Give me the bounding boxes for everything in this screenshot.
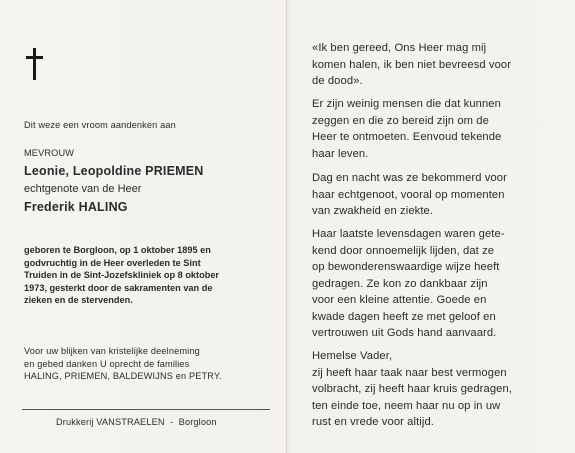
paragraph-line: Er zijn weinig mensen die dat kunnen <box>312 98 501 110</box>
spouse-name: Frederik HALING <box>24 200 128 214</box>
thanks-line: en gebed danken U oprecht de families <box>24 358 190 369</box>
paragraph-line: volbracht, zij heeft haar kruis gedragen, <box>312 383 512 395</box>
thanks-line: HALING, PRIEMEN, BALDEWIJNS en PETRY. <box>24 371 222 382</box>
paragraph-line: haar echtgenoot, vooral op momenten <box>312 188 505 201</box>
bio-line: Truiden in de Sint-Jozefskliniek op 8 oktober <box>24 270 220 281</box>
paragraph <box>312 96 501 162</box>
paragraph-line: zeggen en die zo bereid zijn om de <box>312 114 489 127</box>
paragraph-line: «Ik ben gereed, Ons Heer mag mij <box>312 42 487 54</box>
paragraph-line: kend door onnoemelijk lijden, dat ze <box>312 244 495 257</box>
paragraph-line: Haar laatste levensdagen waren gete- <box>312 228 505 240</box>
paragraph-line: haar leven. <box>312 147 369 160</box>
paragraph-line: vertrouwen uit Gods hand aanvaard. <box>312 327 497 339</box>
bio-line: geboren te Borgloon, op 1 oktober 1895 en <box>24 245 211 255</box>
paragraph-line: op bewonderenswaardige wijze heeft <box>312 261 500 273</box>
paragraph-line: kwade dagen heeft ze met geloof en <box>312 310 496 323</box>
printer-credit: Drukkerij VANSTRAELEN - Borgloon <box>56 417 217 427</box>
paragraph-line: van zwakheid en ziekte. <box>312 205 434 217</box>
paragraph <box>312 170 507 220</box>
paragraph-line: zij heeft haar taak naar best vermogen <box>312 366 507 379</box>
honorific: MEVROUW <box>24 148 75 158</box>
biography <box>24 244 219 307</box>
paragraph-line: Dag en nacht was ze bekommerd voor <box>312 172 507 184</box>
bio-line: zieken en de stervenden. <box>24 295 133 306</box>
paragraph-line: rust en vrede voor altijd. <box>312 416 434 428</box>
paragraph-line: ten einde toe, neem haar nu op in uw <box>312 399 501 412</box>
quote-paragraph <box>312 40 511 90</box>
paragraph-line: de dood». <box>312 75 363 87</box>
printer-divider <box>22 409 270 410</box>
paragraph-line: komen halen, ik ben niet bevreesd voor <box>312 58 512 71</box>
deceased-name: Leonie, Leopoldine PRIEMEN <box>24 164 204 178</box>
right-panel <box>286 0 575 453</box>
thanks-line: Voor uw blijken van kristelijke deelneming <box>24 346 200 356</box>
thanks-text <box>24 345 222 383</box>
bio-line: 1973, gesterkt door de sakramenten van de <box>24 282 213 293</box>
spouse-intro: echtgenote van de Heer <box>24 183 142 195</box>
paragraph-line: voor een kleine attentie. Goede en <box>312 294 487 306</box>
paragraph-line: Heer te ontmoeten. Eenvoud tekende <box>312 131 502 143</box>
cross-icon <box>24 48 46 80</box>
prayer-paragraph <box>312 348 512 431</box>
paragraph <box>312 226 505 342</box>
paragraph-line: gedragen. Ze kon zo dankbaar zijn <box>312 277 488 290</box>
dedication-text: Dit weze een vroom aandenken aan <box>24 120 176 130</box>
paragraph-line: Hemelse Vader, <box>312 350 393 362</box>
left-panel <box>0 0 286 453</box>
bio-line: godvruchtig in de Heer overleden te Sint <box>24 257 201 268</box>
